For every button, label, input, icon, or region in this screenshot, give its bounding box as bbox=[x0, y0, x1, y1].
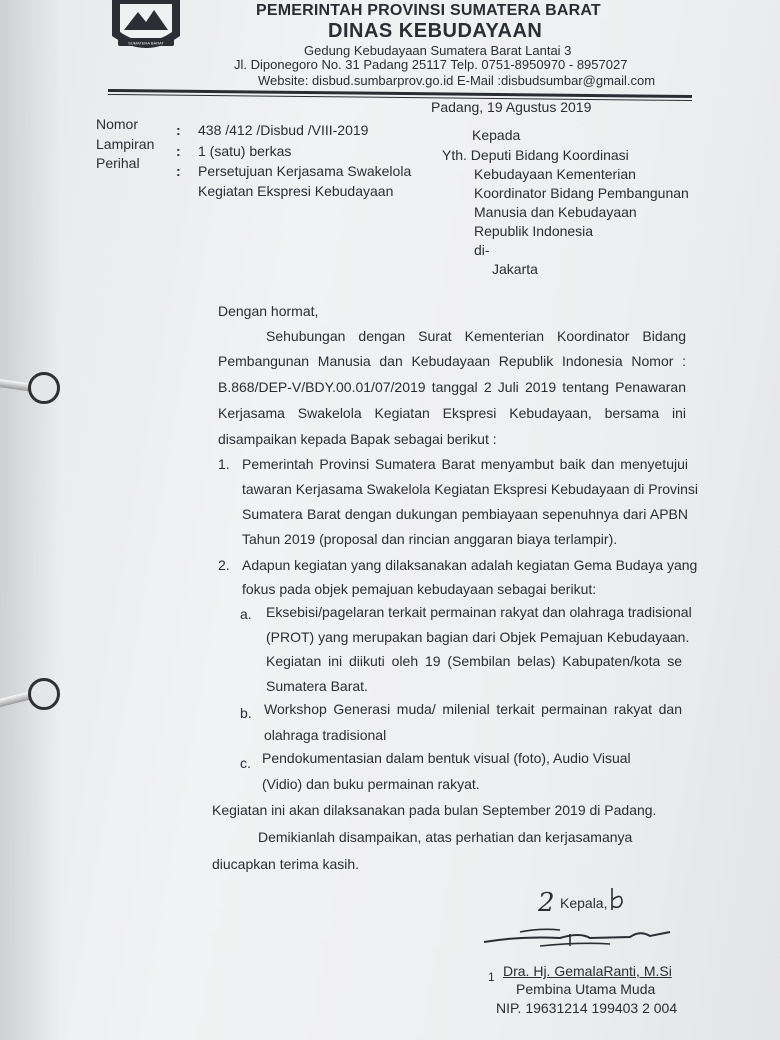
nomor-colon: : bbox=[176, 122, 181, 138]
closing-line: diucapkan terima kasih. bbox=[212, 856, 360, 872]
lampiran-label: Lampiran bbox=[96, 136, 155, 152]
lampiran-value: 1 (satu) berkas bbox=[198, 143, 292, 159]
recipient-yth: Yth. Deputi Bidang Koordinasi bbox=[442, 147, 629, 163]
initial-mark bbox=[600, 884, 630, 914]
nomor-value: 438 /412 /Disbud /VIII-2019 bbox=[198, 122, 369, 138]
signatory-name: Dra. Hj. GemalaRanti, M.Si bbox=[503, 963, 672, 979]
perihal-value-line1: Persetujuan Kerjasama Swakelola bbox=[198, 163, 412, 179]
item-a-line: Eksebisi/pagelaran terkait permainan rakyat dan olahraga tradisional bbox=[266, 604, 692, 620]
letterhead-office: DINAS KEBUDAYAAN bbox=[328, 20, 543, 42]
paraf-mark: 2 bbox=[538, 888, 555, 918]
letterhead-government: PEMERINTAH PROVINSI SUMATERA BARAT bbox=[256, 2, 601, 19]
closing-line: Kegiatan ini akan dilaksanakan pada bulan September 2019 di Padang. bbox=[212, 802, 657, 818]
greeting: Dengan hormat, bbox=[218, 303, 319, 319]
item-c-line: Pendokumentasian dalam bentuk visual (foto), Audio Visual bbox=[262, 750, 631, 766]
paragraph-line: Pembangunan Manusia dan Kebudayaan Republik Indonesia Nomor : bbox=[218, 353, 686, 369]
item-b-line: olahraga tradisional bbox=[264, 727, 387, 743]
signature-tick: 1 bbox=[488, 970, 495, 984]
closing-line: Demikianlah disampaikan, atas perhatian dan kerjasamanya bbox=[258, 829, 633, 845]
recipient-line4: Manusia dan Kebudayaan bbox=[474, 204, 637, 220]
item-a-line: Kegiatan ini diikuti oleh 19 (Sembilan belas) Kabupaten/kota se bbox=[266, 653, 682, 669]
handwritten-signature bbox=[480, 920, 680, 956]
paragraph-line: Sehubungan dengan Surat Kementerian Koordinator Bidang bbox=[266, 328, 686, 344]
recipient-line5: Republik Indonesia bbox=[474, 223, 594, 239]
item-a-line: Sumatera Barat. bbox=[266, 678, 368, 694]
sublist-letter-b: b. bbox=[240, 705, 252, 721]
province-logo bbox=[110, 0, 182, 54]
paragraph-line: B.868/DEP-V/BDY.00.01/07/2019 tanggal 2 Juli 2019 tentang Penawaran bbox=[218, 379, 686, 395]
paragraph-line: disampaikan kepada Bapak sebagai berikut : bbox=[218, 431, 497, 447]
list-number-1: 1. bbox=[218, 456, 230, 472]
recipient-kepada: Kepada bbox=[472, 127, 521, 143]
item1-line: Pemerintah Provinsi Sumatera Barat menyambut baik dan menyetujui bbox=[242, 456, 688, 472]
lampiran-colon: : bbox=[176, 143, 181, 159]
list-number-2: 2. bbox=[218, 557, 230, 573]
letterhead-address: Jl. Diponegoro No. 31 Padang 25117 Telp. 0751-8950970 - 8957027 bbox=[234, 57, 628, 72]
binder-ring-lower bbox=[0, 684, 60, 702]
item1-line: Tahun 2019 (proposal dan rincian anggaran biaya terlampir). bbox=[242, 531, 618, 547]
signatory-nip: NIP. 19631214 199403 2 004 bbox=[496, 1000, 678, 1016]
item2-line: fokus pada objek pemajuan kebudayaan sebagai berikut: bbox=[242, 581, 597, 597]
paragraph-line: Kerjasama Swakelola Kegiatan Ekspresi Kebudayaan, bersama ini bbox=[218, 405, 686, 421]
perihal-value-line2: Kegiatan Ekspresi Kebudayaan bbox=[198, 183, 394, 199]
nomor-label: Nomor bbox=[96, 116, 139, 132]
letterhead-contact: Website: disbud.sumbarprov.go.id E-Mail :disbudsumbar@gmail.com bbox=[258, 73, 656, 88]
perihal-label: Perihal bbox=[96, 155, 140, 171]
item-b-line: Workshop Generasi muda/ milenial terkait permainan rakyat dan bbox=[264, 701, 682, 717]
logo-ribbon-text: SUMATERA BARAT bbox=[128, 40, 164, 46]
letterhead-building: Gedung Kebudayaan Sumatera Barat Lantai 3 bbox=[304, 43, 572, 58]
item2-line: Adapun kegiatan yang dilaksanakan adalah kegiatan Gema Budaya yang bbox=[242, 557, 698, 573]
sublist-letter-a: a. bbox=[240, 606, 252, 622]
recipient-line3: Koordinator Bidang Pembangunan bbox=[474, 185, 689, 201]
item1-line: Sumatera Barat dengan dukungan pembiayaan sepenuhnya dari APBN bbox=[242, 506, 688, 522]
signatory-rank: Pembina Utama Muda bbox=[516, 981, 656, 997]
sublist-letter-c: c. bbox=[240, 755, 251, 771]
letter-date: Padang, 19 Agustus 2019 bbox=[431, 99, 592, 115]
item-c-line: (Vidio) dan buku permainan rakyat. bbox=[262, 776, 480, 792]
page-shadow bbox=[0, 0, 60, 1040]
item-a-line: (PROT) yang merupakan bagian dari Objek Pemajuan Kebudayaan. bbox=[266, 629, 690, 645]
signature-title: Kepala, bbox=[560, 895, 608, 911]
recipient-di: di- bbox=[474, 242, 490, 258]
perihal-colon: : bbox=[176, 163, 181, 179]
recipient-line2: Kebudayaan Kementerian bbox=[474, 166, 636, 182]
item1-line: tawaran Kerjasama Swakelola Kegiatan Ekspresi Kebudayaan di Provinsi bbox=[242, 481, 699, 497]
recipient-city: Jakarta bbox=[492, 261, 538, 277]
binder-ring-upper bbox=[0, 378, 60, 396]
